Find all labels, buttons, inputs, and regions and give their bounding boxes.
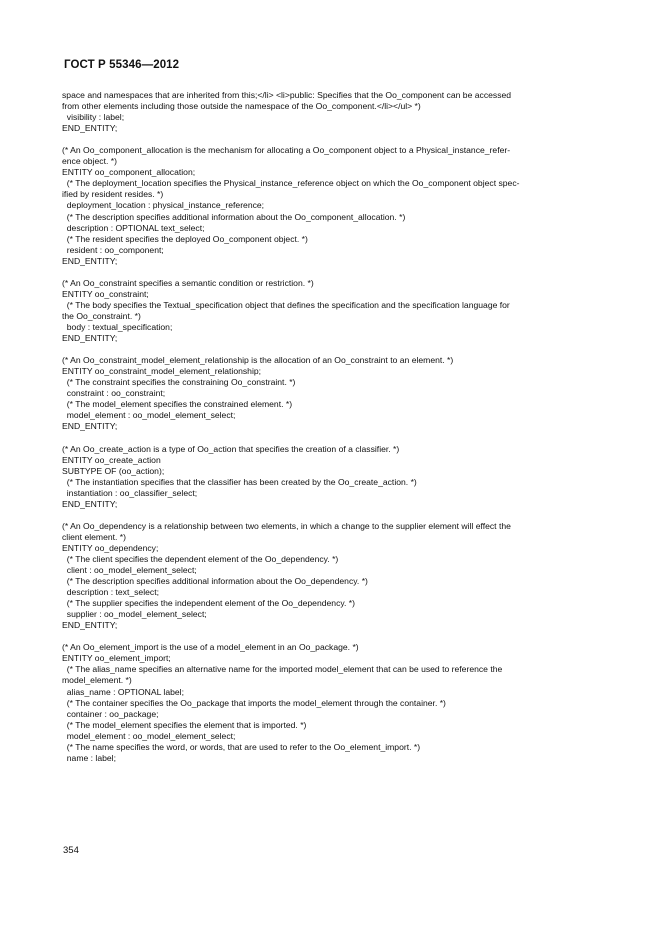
text-line: (* The supplier specifies the independent element of the Oo_dependency. *): [62, 598, 356, 609]
text-line: model_element : oo_model_element_select;: [62, 730, 236, 741]
text-line: description : text_select;: [62, 587, 159, 598]
text-line: (* The body specifies the Textual_specification object that defines the specification and the specification language for: [62, 299, 510, 310]
document-body: [62, 90, 602, 764]
text-line: description : OPTIONAL text_select;: [62, 222, 205, 233]
text-line: (* The model_element specifies the element that is imported. *): [62, 719, 307, 730]
text-line: resident : oo_component;: [62, 244, 164, 255]
text-line: ENTITY oo_constraint_model_element_relationship;: [62, 366, 262, 377]
text-line: (* An Oo_component_allocation is the mechanism for allocating a Oo_component object to a Physical_instance_refer-: [62, 145, 511, 156]
text-line: deployment_location : physical_instance_reference;: [62, 200, 265, 211]
text-line: (* The deployment_location specifies the Physical_instance_reference object on which the Oo_component object spec-: [62, 178, 520, 189]
text-line: client element. *): [62, 531, 127, 542]
text-line: ENTITY oo_component_allocation;: [62, 167, 196, 178]
text-line: (* The alias_name specifies an alternative name for the imported model_element that can be used to reference the: [62, 664, 503, 675]
text-line: ified by resident resides. *): [62, 189, 164, 200]
text-line: (* The name specifies the word, or words, that are used to refer to the Oo_element_import. *): [62, 741, 421, 752]
page-number: 354: [63, 845, 79, 856]
document-header: ГОСТ Р 55346—2012: [64, 59, 180, 71]
text-line: END_ENTITY;: [62, 123, 118, 134]
text-line: (* The model_element specifies the constrained element. *): [62, 399, 293, 410]
text-line: (* The instantiation specifies that the classifier has been created by the Oo_create_action. *): [62, 476, 417, 487]
text-line: container : oo_package;: [62, 708, 159, 719]
text-line: ENTITY oo_create_action: [62, 454, 161, 465]
blank-line: [62, 134, 602, 145]
text-line: alias_name : OPTIONAL label;: [62, 686, 184, 697]
text-line: ENTITY oo_constraint;: [62, 288, 149, 299]
text-line: (* The client specifies the dependent element of the Oo_dependency. *): [62, 553, 339, 564]
blank-line: [62, 510, 602, 521]
text-line: (* The constraint specifies the constraining Oo_constraint. *): [62, 377, 296, 388]
text-line: END_ENTITY;: [62, 333, 118, 344]
text-line: model_element : oo_model_element_select;: [62, 410, 236, 421]
text-line: the Oo_constraint. *): [62, 310, 141, 321]
blank-line: [62, 267, 602, 278]
text-line: body : textual_specification;: [62, 321, 173, 332]
text-line: END_ENTITY;: [62, 421, 118, 432]
text-line: visibility : label;: [62, 112, 125, 123]
text-line: from other elements including those outside the namespace of the Oo_component.</li></ul> *): [62, 101, 421, 112]
blank-line: [62, 432, 602, 443]
text-line: ENTITY oo_element_import;: [62, 653, 171, 664]
text-line: (* An Oo_dependency is a relationship between two elements, in which a change to the supplier element will effect the: [62, 520, 511, 531]
text-line: ence object. *): [62, 156, 117, 167]
text-line: (* The description specifies additional information about the Oo_component_allocation. *): [62, 211, 406, 222]
text-line: END_ENTITY;: [62, 498, 118, 509]
text-line: name : label;: [62, 752, 116, 763]
text-line: ENTITY oo_dependency;: [62, 542, 159, 553]
text-line: constraint : oo_constraint;: [62, 388, 166, 399]
text-line: client : oo_model_element_select;: [62, 565, 197, 576]
text-line: END_ENTITY;: [62, 255, 118, 266]
text-line: model_element. *): [62, 675, 132, 686]
text-line: (* The container specifies the Oo_package that imports the model_element through the container. *): [62, 697, 446, 708]
text-line: END_ENTITY;: [62, 620, 118, 631]
text-line: supplier : oo_model_element_select;: [62, 609, 207, 620]
text-line: (* An Oo_constraint_model_element_relationship is the allocation of an Oo_constraint to an element. *): [62, 355, 454, 366]
text-line: (* The resident specifies the deployed Oo_component object. *): [62, 233, 308, 244]
text-line: (* The description specifies additional information about the Oo_dependency. *): [62, 576, 368, 587]
blank-line: [62, 631, 602, 642]
blank-line: [62, 344, 602, 355]
text-line: (* An Oo_constraint specifies a semantic condition or restriction. *): [62, 277, 314, 288]
text-line: instantiation : oo_classifier_select;: [62, 487, 198, 498]
text-line: space and namespaces that are inherited from this;</li> <li>public: Specifies that the Oo_component can be accessed: [62, 90, 512, 100]
text-line: SUBTYPE OF (oo_action);: [62, 465, 165, 476]
text-line: (* An Oo_element_import is the use of a model_element in an Oo_package. *): [62, 642, 359, 653]
text-line: (* An Oo_create_action is a type of Oo_action that specifies the creation of a classifier. *): [62, 443, 400, 454]
